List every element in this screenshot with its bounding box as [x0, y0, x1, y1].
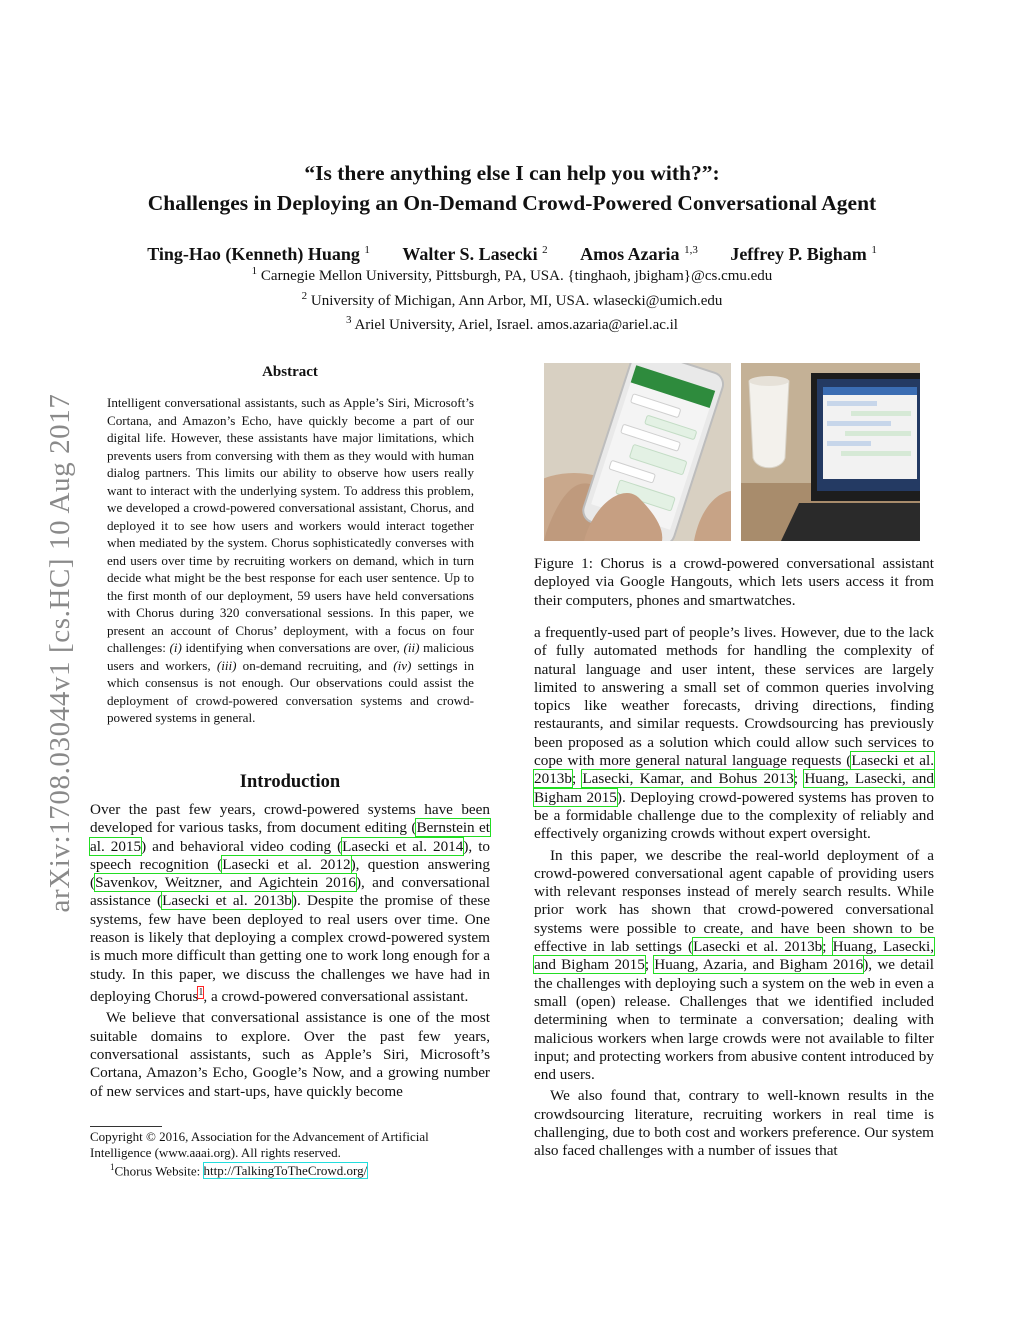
citation-link[interactable]: Savenkov, Weitzner, and Agichtein 2016 [95, 874, 356, 892]
intro-paragraph-1: Over the past few years, crowd-powered systems have been developed for various tasks, from document editing (Bernstein et al. 2015) and behavioral video coding (Lasecki et al. 2014), to speech recognition (Lasecki et al. 2012), question answering (Savenkov, Weitzner, and Agichtein 2016), and conversational assistance (Lasecki et al. 2013b). Despite the promise of these systems, few have been deployed to real users over time. One reason is likely that deploying a complex crowd-powered system is much more difficult than getting one to work long enough for a study. In this paper, we discuss the challenges we have had in deploying Chorus$^1$, a crowd-powered conversational assistant. [90, 801, 491, 1006]
arxiv-identifier: arXiv:1708.03044v1 [cs.HC] 10 Aug 2017 [44, 393, 76, 913]
citation-link[interactable]: Lasecki et al. 2013b [693, 938, 823, 956]
introduction-heading: Introduction [239, 772, 341, 792]
author: Amos Azaria $^{1,3}$ [580, 244, 698, 264]
abstract-heading: Abstract [262, 364, 318, 380]
title-line-1: “Is there anything else I can help you with?”: [304, 161, 720, 185]
affiliation: $^1$ Carnegie Mellon University, Pittsburgh, PA, USA. {tinghaoh, jbigham}@cs.cmu.edu [251, 265, 773, 284]
copyright-notice: Copyright © 2016, Association for the Advancement of Artificial Intelligence (www.aaai.org). All rights reserved. [90, 1129, 429, 1160]
phone-photo [544, 363, 731, 541]
footnote-ref-link[interactable]: 1 [198, 986, 204, 998]
citation-link[interactable]: Lasecki et al. 2012 [222, 855, 351, 873]
right-column-body [534, 624, 934, 1161]
citation-link[interactable]: Lasecki et al. 2013b [162, 892, 292, 910]
phone-photo-illustration [544, 363, 731, 541]
citation-link[interactable]: Lasecki et al. 2014 [342, 837, 464, 855]
chorus-website-link[interactable]: http://TalkingToTheCrowd.org/ [203, 1163, 368, 1179]
citation-link[interactable]: Huang, Lasecki, and Bigham 2015 [534, 938, 934, 974]
paper-title [90, 158, 934, 218]
citation-link[interactable]: Bernstein et al. 2015 [90, 819, 491, 855]
author: Jeffrey P. Bigham $^1$ [730, 244, 877, 264]
footnotes [90, 1129, 490, 1179]
citation-link[interactable]: Lasecki, Kamar, and Bohus 2013 [582, 770, 794, 788]
citation-link[interactable]: Lasecki et al. 2013b [534, 752, 934, 788]
affiliation: $^2$ University of Michigan, Ann Arbor, MI, USA. wlasecki@umich.edu [301, 289, 723, 309]
affiliations [90, 262, 934, 336]
citation-link[interactable]: Huang, Azaria, and Bigham 2016 [654, 956, 864, 974]
right-paragraph-3: We also found that, contrary to well-known results in the crowdsourcing literature, recruiting workers in real time is challenging, due to both cost and workers preference. Our system also faced challenges with a number of issues that [534, 1087, 934, 1160]
figure-caption: Figure 1: Chorus is a crowd-powered conversational assistant deployed via Google Hangouts, which lets users access it from their computers, phones and smartwatches. [534, 555, 934, 609]
affiliation: $^3$ Ariel University, Ariel, Israel. amos.azaria@ariel.ac.il [346, 314, 678, 333]
author: Walter S. Lasecki $^2$ [402, 244, 548, 264]
author: Ting-Hao (Kenneth) Huang $^1$ [147, 244, 370, 264]
footnote-1: $^1$Chorus Website: http://TalkingToTheCrowd.org/ [110, 1162, 368, 1179]
left-column-body [90, 801, 490, 1101]
intro-paragraph-2: We believe that conversational assistance is one of the most suitable domains to explore. Over the past few years, conversational assistants, such as Apple’s Siri, Microsoft’s Cortana, Amazon’s Echo, Google’s Now, and a growing number of new services and start-ups, have quickly become [90, 1009, 490, 1100]
laptop-photo [741, 363, 920, 541]
abstract-text: Intelligent conversational assistants, such as Apple’s Siri, Microsoft’s Cortana, and Amazon’s Echo, have quickly become a part of our digital life. However, these assistants have major limitations, which prevents users from conversing with them as they would with human dialog partners. This limits our ability to observe how users really want to interact with the underlying system. To address this problem, we developed a crowd-powered conversational assistant, Chorus, and deployed it to see how users and workers would interact together when mediated by the system. Chorus sophisticatedly converses with end users over time by recruiting workers on demand, which in turn decide what might be the best response for each user sentence. Up to the first month of our deployment, 59 users have held conversations with Chorus during 320 conversational sessions. In this paper, we present an account of Chorus’ deployment, with a focus on four challenges: (i) identifying when conversations are over, (ii) malicious users and workers, (iii) on-demand recruiting, and (iv) settings in which consensus is not enough. Our observations could assist the deployment of crowd-powered conversation systems and crowd-powered systems in general. [107, 395, 475, 725]
figure-1 [544, 363, 920, 541]
footnote-divider [90, 1126, 162, 1127]
title-line-2: Challenges in Deploying an On-Demand Crowd-Powered Conversational Agent [147, 191, 877, 215]
citation-link[interactable]: Huang, Lasecki, and Bigham 2015 [534, 770, 934, 806]
right-paragraph-1: a frequently-used part of people’s lives. However, due to the lack of fully automated methods for handling the complexity of natural language and user intent, these services are largely limited to answering a small set of common queries involving topics like weather forecasts, driving directions, finding restaurants, and similar requests. Crowdsourcing has previously been proposed as a solution which could allow such services to cope with more general natural language requests (Lasecki et al. 2013b; Lasecki, Kamar, and Bohus 2013; Huang, Lasecki, and Bigham 2015). Deploying crowd-powered systems has proven to be a formidable challenge due to the complexity of reliably and effectively organizing crowds without expert oversight. [534, 624, 934, 843]
laptop-photo-illustration [741, 363, 920, 541]
right-paragraph-2: In this paper, we describe the real-world deployment of a crowd-powered conversational agent capable of providing users with relevant responses instead of merely search results. While prior work has shown that crowd-powered conversational systems were possible to create, and have been shown to be effective in lab settings (Lasecki et al. 2013b; Huang, Lasecki, and Bigham 2015; Huang, Azaria, and Bigham 2016), we detail the challenges with deploying such a system on the web in even a small (open) release. Challenges that we identified included determining when to terminate a conversation; dealing with malicious workers when large crowds were not available to filter input; and protecting workers from abusive content introduced by end users. [534, 846, 934, 1084]
